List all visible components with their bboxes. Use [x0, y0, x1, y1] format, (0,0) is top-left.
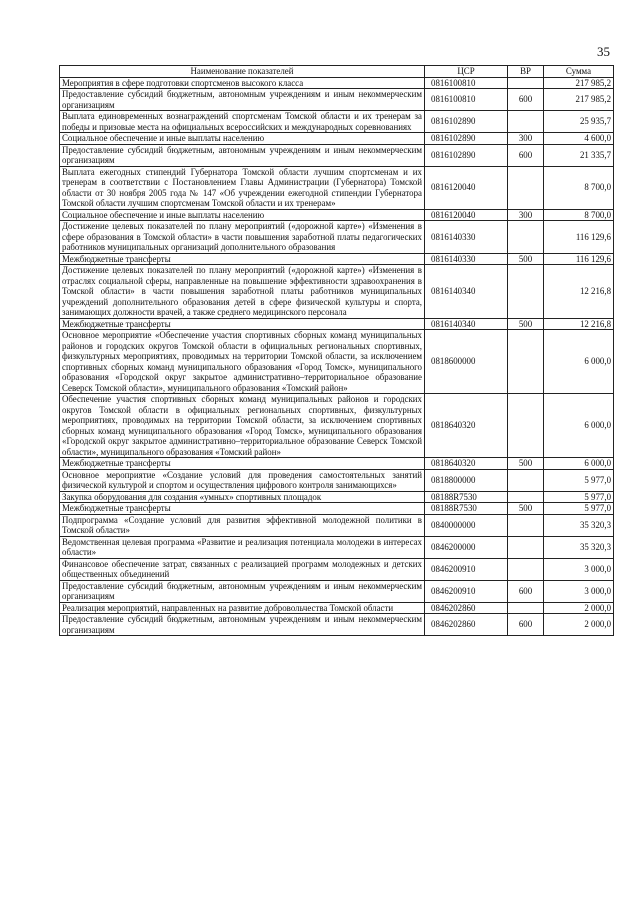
cell-csr: 0846202860 — [425, 602, 508, 614]
table-row — [60, 491, 614, 503]
table-row — [60, 89, 614, 111]
cell-sum: 8 700,0 — [544, 166, 614, 209]
cell-csr: 0816140330 — [425, 253, 508, 265]
cell-sum: 12 216,8 — [544, 265, 614, 319]
cell-csr: 0816140340 — [425, 265, 508, 319]
table-row — [60, 77, 614, 89]
cell-sum: 6 000,0 — [544, 458, 614, 470]
cell-sum: 5 977,0 — [544, 491, 614, 503]
table-row — [60, 458, 614, 470]
cell-vr — [508, 166, 544, 209]
cell-name: Реализация мероприятий, направленных на развитие добровольчества Томской области — [60, 602, 425, 614]
cell-name: Предоставление субсидий бюджетным, автономным учреждениям и иным некоммерческим организациям — [60, 614, 425, 636]
cell-vr: 500 — [508, 253, 544, 265]
cell-csr: 0818640320 — [425, 458, 508, 470]
header-vr: ВР — [508, 66, 544, 78]
cell-name: Социальное обеспечение и иные выплаты населению — [60, 209, 425, 221]
cell-csr: 0818800000 — [425, 469, 508, 491]
cell-vr — [508, 469, 544, 491]
cell-name: Межбюджетные трансферты — [60, 503, 425, 515]
cell-name: Достижение целевых показателей по плану мероприятий («дорожной карте») «Изменения в отраслях социальной сферы, направленные на повышение эффективности здравоохранения в Томской области» в части повышения заработной платы работников муниципальных учреждений дополнительного образования детей в сфере физической культуры и спорта, занимающих должности врачей, а также среднего медицинского персонала — [60, 265, 425, 319]
table-row — [60, 265, 614, 319]
budget-table — [59, 65, 614, 636]
cell-vr: 300 — [508, 209, 544, 221]
cell-sum: 2 000,0 — [544, 602, 614, 614]
header-name: Наименование показателей — [60, 66, 425, 78]
cell-vr — [508, 558, 544, 580]
cell-csr: 0818600000 — [425, 330, 508, 394]
cell-vr — [508, 77, 544, 89]
cell-sum: 8 700,0 — [544, 209, 614, 221]
cell-vr — [508, 491, 544, 503]
cell-csr: 0840000000 — [425, 514, 508, 536]
cell-csr: 0816140340 — [425, 318, 508, 330]
cell-vr — [508, 536, 544, 558]
cell-csr: 0816100810 — [425, 89, 508, 111]
cell-name: Основное мероприятие «Обеспечение участия спортивных сборных команд муниципальных районов и городских округов Томской области в официальных региональных спортивных, физкультурных мероприятиях, проводимых на территории Томской области, за исключением спортивных сборных команд муниципального образования «Город Томск», муниципального образования «Городской округ закрытое административно–территориальное образование Северск Томской области», муниципального образования «Томский район» — [60, 330, 425, 394]
cell-sum: 12 216,8 — [544, 318, 614, 330]
cell-name: Выплата единовременных вознаграждений спортсменам Томской области и их тренерам за победы и призовые места на официальных всероссийских и международных соревнованиях — [60, 111, 425, 133]
cell-name: Межбюджетные трансферты — [60, 253, 425, 265]
cell-sum: 4 600,0 — [544, 133, 614, 145]
cell-name: Обеспечение участия спортивных сборных команд муниципальных районов и городских округов Томской области в официальных региональных спортивных, физкультурных мероприятиях, проводимых на территории Томской области, за исключением спортивных сборных команд муниципального образования «Город Томск», муниципального образования «Городской округ закрытое административно–территориальное образование Северск Томской области», муниципального образования «Томский район» — [60, 394, 425, 458]
cell-sum: 35 320,3 — [544, 514, 614, 536]
cell-csr: 0818640320 — [425, 394, 508, 458]
cell-csr: 0816140330 — [425, 221, 508, 254]
header-sum: Сумма — [544, 66, 614, 78]
cell-csr: 0816120040 — [425, 166, 508, 209]
cell-vr — [508, 111, 544, 133]
cell-sum: 6 000,0 — [544, 394, 614, 458]
table-header-row — [60, 66, 614, 78]
cell-name: Социальное обеспечение и иные выплаты населению — [60, 133, 425, 145]
cell-name: Достижение целевых показателей по плану мероприятий («дорожной карте») «Изменения в сфере образования в Томской области» в части повышения заработной платы педагогических работников муниципальных организаций дополнительного образования — [60, 221, 425, 254]
table-row — [60, 253, 614, 265]
table-row — [60, 318, 614, 330]
cell-vr: 600 — [508, 89, 544, 111]
table-row — [60, 503, 614, 515]
cell-name: Межбюджетные трансферты — [60, 458, 425, 470]
cell-csr: 0846200910 — [425, 580, 508, 602]
cell-sum: 116 129,6 — [544, 221, 614, 254]
table-row — [60, 394, 614, 458]
cell-vr — [508, 221, 544, 254]
table-row — [60, 558, 614, 580]
cell-name: Предоставление субсидий бюджетным, автономным учреждениям и иным некоммерческим организациям — [60, 89, 425, 111]
cell-name: Ведомственная целевая программа «Развитие и реализация потенциала молодежи в интересах области» — [60, 536, 425, 558]
cell-sum: 5 977,0 — [544, 469, 614, 491]
table-row — [60, 536, 614, 558]
table-row — [60, 144, 614, 166]
cell-vr: 500 — [508, 458, 544, 470]
cell-sum: 2 000,0 — [544, 614, 614, 636]
cell-vr — [508, 265, 544, 319]
cell-csr: 08188R7530 — [425, 503, 508, 515]
cell-vr — [508, 394, 544, 458]
cell-name: Закупка оборудования для создания «умных» спортивных площадок — [60, 491, 425, 503]
cell-sum: 6 000,0 — [544, 330, 614, 394]
cell-vr: 500 — [508, 318, 544, 330]
cell-csr: 08188R7530 — [425, 491, 508, 503]
cell-csr: 0816102890 — [425, 133, 508, 145]
cell-vr — [508, 514, 544, 536]
table-row — [60, 614, 614, 636]
cell-sum: 217 985,2 — [544, 89, 614, 111]
cell-vr — [508, 330, 544, 394]
table-row — [60, 221, 614, 254]
cell-sum: 3 000,0 — [544, 558, 614, 580]
cell-csr: 0846200910 — [425, 558, 508, 580]
table-row — [60, 209, 614, 221]
cell-name: Предоставление субсидий бюджетным, автономным учреждениям и иным некоммерческим организациям — [60, 580, 425, 602]
cell-sum: 217 985,2 — [544, 77, 614, 89]
cell-sum: 3 000,0 — [544, 580, 614, 602]
cell-name: Финансовое обеспечение затрат, связанных с реализацией программ молодежных и детских общественных объединений — [60, 558, 425, 580]
cell-vr: 500 — [508, 503, 544, 515]
table-row — [60, 469, 614, 491]
cell-vr: 300 — [508, 133, 544, 145]
cell-csr: 0846202860 — [425, 614, 508, 636]
cell-csr: 0816102890 — [425, 144, 508, 166]
cell-sum: 5 977,0 — [544, 503, 614, 515]
page-number: 35 — [597, 44, 610, 59]
table-row — [60, 111, 614, 133]
header-csr: ЦСР — [425, 66, 508, 78]
cell-vr: 600 — [508, 580, 544, 602]
cell-vr: 600 — [508, 144, 544, 166]
table-row — [60, 580, 614, 602]
cell-name: Предоставление субсидий бюджетным, автономным учреждениям и иным некоммерческим организациям — [60, 144, 425, 166]
cell-sum: 116 129,6 — [544, 253, 614, 265]
cell-vr — [508, 602, 544, 614]
cell-vr: 600 — [508, 614, 544, 636]
cell-name: Основное мероприятие «Создание условий для проведения самостоятельных занятий физической культурой и спортом и осуществления цифрового контроля занимающихся» — [60, 469, 425, 491]
cell-csr: 0816100810 — [425, 77, 508, 89]
cell-csr: 0816102890 — [425, 111, 508, 133]
table-row — [60, 330, 614, 394]
cell-name: Выплата ежегодных стипендий Губернатора Томской области лучшим спортсменам и их тренерам в соответствии с Постановлением Главы Администрации (Губернатора) Томской области от 30 ноября 2005 года № 147 «Об учреждении ежегодной стипендии Губернатора Томской области лучшим спортсменам Томской области и их тренерам» — [60, 166, 425, 209]
table-row — [60, 133, 614, 145]
cell-name: Мероприятия в сфере подготовки спортсменов высокого класса — [60, 77, 425, 89]
cell-sum: 25 935,7 — [544, 111, 614, 133]
table-row — [60, 514, 614, 536]
table-row — [60, 602, 614, 614]
cell-sum: 35 320,3 — [544, 536, 614, 558]
table-body — [60, 77, 614, 636]
cell-csr: 0816120040 — [425, 209, 508, 221]
cell-name: Межбюджетные трансферты — [60, 318, 425, 330]
cell-csr: 0846200000 — [425, 536, 508, 558]
table-row — [60, 166, 614, 209]
cell-name: Подпрограмма «Создание условий для развития эффективной молодежной политики в Томской области» — [60, 514, 425, 536]
cell-sum: 21 335,7 — [544, 144, 614, 166]
